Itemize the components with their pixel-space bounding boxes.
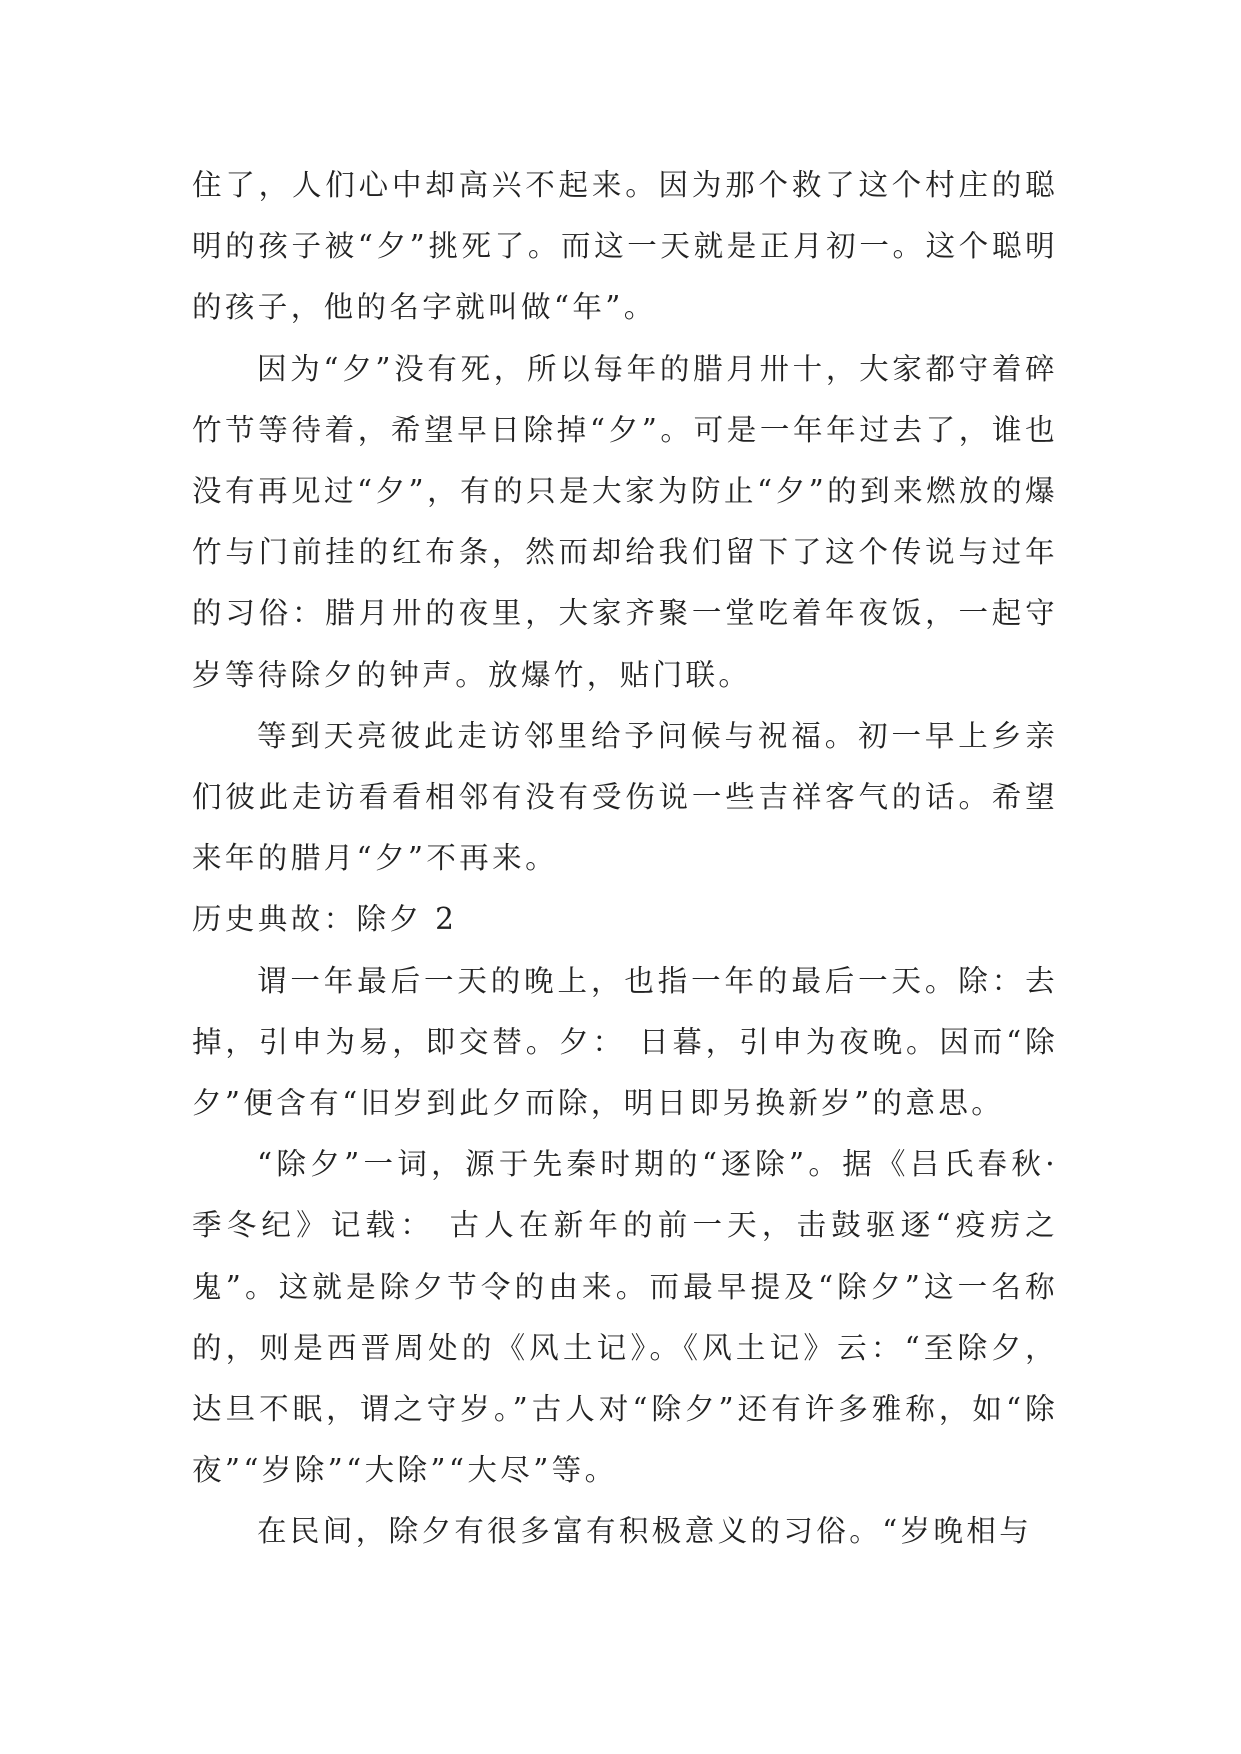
paragraph-customs: 因为“夕”没有死，所以每年的腊月卅十，大家都守着碎竹节等待着，希望早日除掉“夕”。可是一年年过去了，谁也没有再见过“夕”，有的只是大家为防止“夕”的到来燃放的爆竹与门前挂的红布条，然而却给我们留下了这个传说与过年的习俗：腊月卅的夜里，大家齐聚一堂吃着年夜饭，一起守岁等待除夕的钟声。放爆竹，贴门联。 [192,351,1058,692]
paragraph-new-year-visits: 等到天亮彼此走访邻里给予问候与祝福。初一早上乡亲们彼此走访看看相邻有没有受伤说一些吉祥客气的话。希望来年的腊月“夕”不再来。 [192,718,1058,876]
paragraph-origin: “除夕”一词，源于先秦时期的“逐除”。据《吕氏春秋·季冬纪》记载： 古人在新年的前一天，击鼓驱逐“疫疠之鬼”。这就是除夕节令的由来。而最早提及“除夕”这一名称的，则是西晋周处的《风土记》。《风土记》云：“至除夕，达旦不眠，谓之守岁。”古人对“除夕”还有许多雅称，如“除夜”“岁除”“大除”“大尽”等。 [192,1147,1058,1488]
paragraph-definition: 谓一年最后一天的晚上，也指一年的最后一天。除：去掉，引申为易，即交替。夕： 日暮，引申为夜晚。因而“除夕”便含有“旧岁到此夕而除，明日即另换新岁”的意思。 [192,963,1058,1121]
paragraph-folk-customs: 在民间，除夕有很多富有积极意义的习俗。“岁晚相与 [257,1514,1033,1549]
section-title: 历史典故：除夕 2 [192,902,458,937]
document-body [192,155,1058,1563]
paragraph-continued: 住了，人们心中却高兴不起来。因为那个救了这个村庄的聪明的孩子被“夕”挑死了。而这一天就是正月初一。这个聪明的孩子，他的名字就叫做“年”。 [192,168,1058,325]
